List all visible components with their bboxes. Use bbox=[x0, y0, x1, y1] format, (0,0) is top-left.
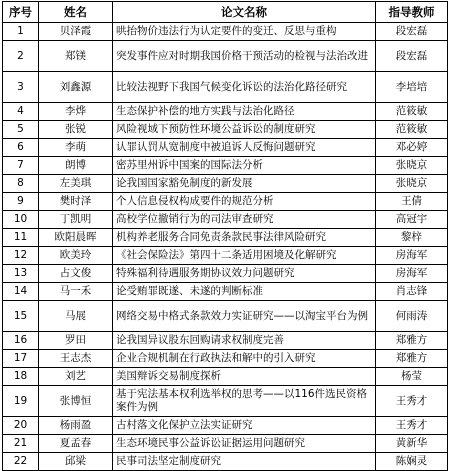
table-row bbox=[3, 283, 448, 301]
student-name: 欧美玲 bbox=[39, 247, 113, 265]
student-name: 贝泽霞 bbox=[39, 23, 113, 41]
advisor-name: 王秀才 bbox=[376, 386, 448, 417]
advisor-name: 杨莹 bbox=[376, 368, 448, 386]
student-name: 李烨 bbox=[39, 103, 113, 121]
header-num: 序号 bbox=[3, 2, 39, 23]
table-row bbox=[3, 265, 448, 283]
advisor-name: 高冠宇 bbox=[376, 211, 448, 229]
table-row bbox=[3, 332, 448, 350]
row-number: 7 bbox=[3, 157, 39, 175]
advisor-name: 范筱敏 bbox=[376, 103, 448, 121]
row-number: 21 bbox=[3, 435, 39, 453]
thesis-title: 机构养老服务合同免责条款民事法律风险研究 bbox=[113, 229, 376, 247]
thesis-title: 比较法视野下我国气候变化诉讼的法治化路径研究 bbox=[113, 72, 376, 103]
advisor-name: 邓必婷 bbox=[376, 139, 448, 157]
advisor-name: 李培培 bbox=[376, 72, 448, 103]
student-name: 杨雨盈 bbox=[39, 417, 113, 435]
advisor-name: 范筱敏 bbox=[376, 121, 448, 139]
student-name: 朗博 bbox=[39, 157, 113, 175]
thesis-title: 哄抬物价违法行为认定要件的变迁、反思与重构 bbox=[113, 23, 376, 41]
thesis-title: 民事司法坚定制度研究 bbox=[113, 453, 376, 471]
advisor-name: 肖志锋 bbox=[376, 283, 448, 301]
table-row bbox=[3, 350, 448, 368]
row-number: 8 bbox=[3, 175, 39, 193]
advisor-name: 张晓京 bbox=[376, 157, 448, 175]
student-name: 夏孟春 bbox=[39, 435, 113, 453]
header-name: 姓名 bbox=[39, 2, 113, 23]
student-name: 李萌 bbox=[39, 139, 113, 157]
student-name: 左美琪 bbox=[39, 175, 113, 193]
student-name: 刘艺 bbox=[39, 368, 113, 386]
table-row bbox=[3, 72, 448, 103]
row-number: 14 bbox=[3, 283, 39, 301]
thesis-title: 美国辩诉交易制度探析 bbox=[113, 368, 376, 386]
table-row bbox=[3, 103, 448, 121]
table-row bbox=[3, 175, 448, 193]
student-name: 马一禾 bbox=[39, 283, 113, 301]
thesis-title: 认罪认罚从宽制度中被追诉人反悔问题研究 bbox=[113, 139, 376, 157]
table-row bbox=[3, 121, 448, 139]
row-number: 6 bbox=[3, 139, 39, 157]
thesis-title: 生态保护补偿的地方实践与法治化路径 bbox=[113, 103, 376, 121]
thesis-title: 论我国国家豁免制度的新发展 bbox=[113, 175, 376, 193]
thesis-title: 特殊福利待遇服务期协议效力问题研究 bbox=[113, 265, 376, 283]
thesis-title: 风险视域下预防性环境公益诉讼的制度研究 bbox=[113, 121, 376, 139]
thesis-title: 密苏里州诉中国案的国际法分析 bbox=[113, 157, 376, 175]
table-row bbox=[3, 301, 448, 332]
advisor-name: 黎梓 bbox=[376, 229, 448, 247]
row-number: 12 bbox=[3, 247, 39, 265]
table-row bbox=[3, 157, 448, 175]
row-number: 16 bbox=[3, 332, 39, 350]
student-name: 刘鑫源 bbox=[39, 72, 113, 103]
table-row bbox=[3, 247, 448, 265]
advisor-name: 王秀才 bbox=[376, 417, 448, 435]
advisor-name: 张晓京 bbox=[376, 175, 448, 193]
row-number: 18 bbox=[3, 368, 39, 386]
advisor-name: 房海军 bbox=[376, 265, 448, 283]
row-number: 20 bbox=[3, 417, 39, 435]
advisor-name: 郑雅方 bbox=[376, 350, 448, 368]
advisor-name: 段宏磊 bbox=[376, 41, 448, 72]
advisor-name: 黄新华 bbox=[376, 435, 448, 453]
thesis-title: 网络交易中格式条款效力实证研究——以淘宝平台为例 bbox=[113, 301, 376, 332]
row-number: 10 bbox=[3, 211, 39, 229]
row-number: 11 bbox=[3, 229, 39, 247]
student-name: 罗田 bbox=[39, 332, 113, 350]
student-name: 郑镁 bbox=[39, 41, 113, 72]
table-row bbox=[3, 435, 448, 453]
table-row bbox=[3, 23, 448, 41]
student-name: 占文俊 bbox=[39, 265, 113, 283]
student-name: 邱梁 bbox=[39, 453, 113, 471]
table-row bbox=[3, 229, 448, 247]
advisor-name: 王倩 bbox=[376, 193, 448, 211]
table-row bbox=[3, 193, 448, 211]
thesis-title: 个人信息侵权构成要件的规范分析 bbox=[113, 193, 376, 211]
table-row bbox=[3, 386, 448, 417]
header-title: 论文名称 bbox=[113, 2, 376, 23]
advisor-name: 陈娴灵 bbox=[376, 453, 448, 471]
student-name: 马展 bbox=[39, 301, 113, 332]
row-number: 13 bbox=[3, 265, 39, 283]
advisor-name: 段宏磊 bbox=[376, 23, 448, 41]
thesis-title: 论受贿罪既遂、未遂的判断标准 bbox=[113, 283, 376, 301]
row-number: 2 bbox=[3, 41, 39, 72]
row-number: 4 bbox=[3, 103, 39, 121]
row-number: 3 bbox=[3, 72, 39, 103]
row-number: 19 bbox=[3, 386, 39, 417]
table-row bbox=[3, 139, 448, 157]
row-number: 15 bbox=[3, 301, 39, 332]
student-name: 王志杰 bbox=[39, 350, 113, 368]
thesis-title: 突发事件应对时期我国价格干预活动的检视与法治改进 bbox=[113, 41, 376, 72]
table-row bbox=[3, 41, 448, 72]
table-row bbox=[3, 417, 448, 435]
advisor-name: 何雨涛 bbox=[376, 301, 448, 332]
thesis-title: 《社会保险法》第四十二条适用困境及化解研究 bbox=[113, 247, 376, 265]
table-row bbox=[3, 368, 448, 386]
row-number: 1 bbox=[3, 23, 39, 41]
advisor-name: 房海军 bbox=[376, 247, 448, 265]
student-name: 张博恒 bbox=[39, 386, 113, 417]
header-advisor: 指导教师 bbox=[376, 2, 448, 23]
row-number: 22 bbox=[3, 453, 39, 471]
table-body bbox=[3, 23, 448, 471]
row-number: 17 bbox=[3, 350, 39, 368]
thesis-title: 论我国异议股东回购请求权制度完善 bbox=[113, 332, 376, 350]
thesis-title: 基于宪法基本权利选举权的思考——以116件选民资格案件为例 bbox=[113, 386, 376, 417]
thesis-title: 古村落文化保护立法实证研究 bbox=[113, 417, 376, 435]
student-name: 樊时泽 bbox=[39, 193, 113, 211]
thesis-table bbox=[2, 1, 448, 471]
student-name: 丁凯明 bbox=[39, 211, 113, 229]
thesis-title: 高校学位撤销行为的司法审查研究 bbox=[113, 211, 376, 229]
row-number: 9 bbox=[3, 193, 39, 211]
advisor-name: 郑雅方 bbox=[376, 332, 448, 350]
table-row bbox=[3, 211, 448, 229]
row-number: 5 bbox=[3, 121, 39, 139]
student-name: 张锐 bbox=[39, 121, 113, 139]
thesis-title: 生态环境民事公益诉讼证据运用问题研究 bbox=[113, 435, 376, 453]
student-name: 欧阳晨晖 bbox=[39, 229, 113, 247]
thesis-title: 企业合规机制在行政执法和解中的引入研究 bbox=[113, 350, 376, 368]
header-row bbox=[3, 2, 448, 23]
